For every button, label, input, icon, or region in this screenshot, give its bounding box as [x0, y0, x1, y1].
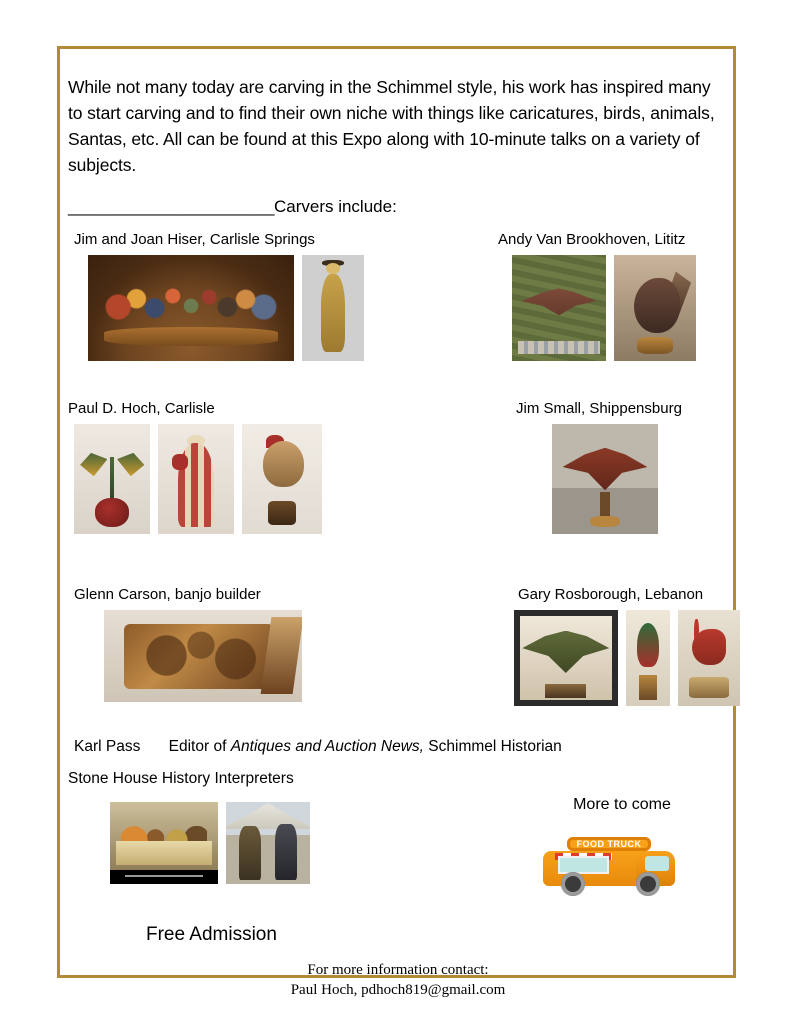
photo-carved-rooster: [614, 255, 696, 361]
carver-row-2-left: [68, 400, 398, 534]
carver-caption-van-brookhoven: Andy Van Brookhoven, Lititz: [498, 230, 686, 248]
contact-block: [68, 960, 728, 1001]
photo-carved-flamingo: [678, 610, 740, 706]
carver-row-2: [68, 400, 728, 572]
photo-carved-eagle-outdoors: [552, 424, 658, 534]
photo-carved-parrot: [626, 610, 671, 706]
bottom-row: [68, 796, 728, 916]
carver-row-1-right: [440, 231, 740, 361]
karl-pass-name: Karl Pass: [74, 737, 141, 755]
carver-caption-carson: Glenn Carson, banjo builder: [74, 585, 261, 603]
photo-carved-bird-tree: [74, 424, 150, 534]
photo-costumed-interpreters: [226, 802, 310, 884]
carver-row-2-right: [440, 400, 740, 534]
karl-pass-role-suffix: Schimmel Historian: [423, 737, 562, 755]
carver-row-3: [68, 586, 728, 724]
carvers-include-label: Carvers include:: [273, 196, 397, 216]
photo-carved-rooster-on-stand: [242, 424, 322, 534]
photo-food-truck-illustration: [534, 824, 684, 906]
karl-pass-line: [68, 738, 728, 756]
photo-carved-bird-on-wall: [512, 255, 606, 361]
bottom-row-right: [440, 796, 740, 906]
carver-caption-hiser: Jim and Joan Hiser, Carlisle Springs: [74, 230, 315, 248]
horizontal-rule-text: _______________________: [68, 196, 274, 216]
contact-line-2: Paul Hoch, pdhoch819@gmail.com: [290, 981, 506, 998]
carvers-include-heading: [68, 197, 728, 217]
free-admission-label: Free Admission: [146, 923, 277, 945]
photo-carved-santa: [158, 424, 234, 534]
photo-carved-banjo-resonator: [104, 610, 302, 702]
karl-pass-publication: Antiques and Auction News,: [230, 737, 424, 755]
bottom-row-left: [68, 796, 398, 884]
carver-caption-hoch: Paul D. Hoch, Carlisle: [68, 399, 215, 417]
food-truck-sign-text: FOOD TRUCK: [576, 838, 642, 849]
photo-carved-standing-man: [302, 255, 364, 361]
karl-pass-role-prefix: Editor of: [168, 737, 231, 755]
stone-house-label: Stone House History Interpreters: [68, 769, 294, 787]
page-content: [68, 56, 728, 998]
carver-row-3-right: [440, 586, 740, 706]
photo-carved-figures-on-table: [88, 255, 294, 361]
contact-line-1: For more information contact:: [307, 961, 489, 978]
photo-history-booth-display: [110, 802, 218, 884]
carver-caption-small: Jim Small, Shippensburg: [516, 399, 682, 417]
carver-row-3-left: [68, 586, 398, 702]
photo-framed-carved-eagle: [514, 610, 618, 706]
carver-row-1-left: [68, 231, 398, 361]
carver-row-1: [68, 231, 728, 386]
carver-caption-rosborough: Gary Rosborough, Lebanon: [518, 585, 704, 603]
more-to-come-label: More to come: [573, 795, 671, 813]
intro-paragraph: While not many today are carving in the Schimmel style, his work has inspired many to start carving and to find their own niche with things like caricatures, birds, animals, Santas, etc. All can be found at this Expo along with 10-minute talks on a variety of subjects.: [68, 76, 715, 176]
